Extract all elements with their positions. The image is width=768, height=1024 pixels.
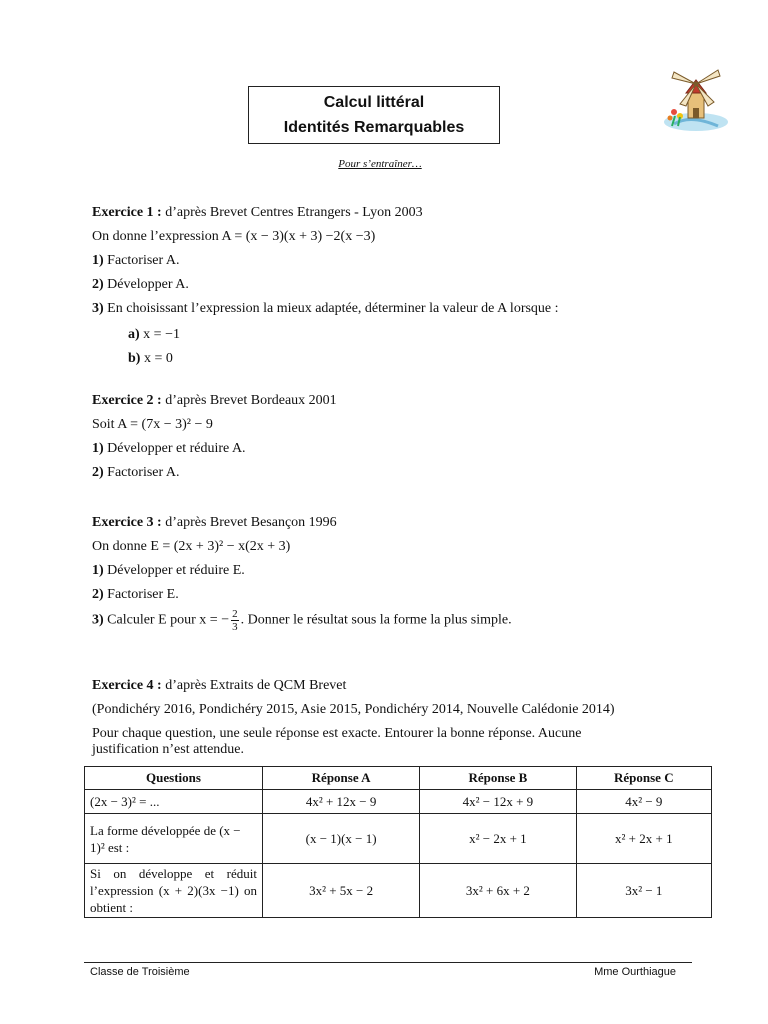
header-answer-a: Réponse A — [263, 767, 420, 790]
ex4-instructions-1: Pour chaque question, une seule réponse est exacte. Entourer la bonne réponse. Aucune — [92, 726, 582, 741]
answer-cell[interactable]: 4x² − 12x + 9 — [420, 790, 576, 814]
question-cell: Si on développe et réduit l’expression (x + 2)(3x −1) on obtient : — [85, 864, 263, 918]
answer-cell[interactable]: 3x² + 5x − 2 — [263, 864, 420, 918]
ex2-heading — [92, 393, 337, 409]
table-row — [85, 864, 712, 918]
table-header-row — [85, 767, 712, 790]
answer-cell[interactable]: 4x² + 12x − 9 — [263, 790, 420, 814]
ex4-label: Exercice 4 : — [92, 678, 162, 693]
footer-divider — [84, 962, 692, 963]
table-row — [85, 790, 712, 814]
ex4-source: d’après Extraits de QCM Brevet — [161, 678, 347, 693]
ex3-intro: On donne E = (2x + 3)² − x(2x + 3) — [92, 539, 291, 554]
header-questions: Questions — [85, 767, 263, 790]
ex1-label: Exercice 1 : — [92, 205, 162, 220]
ex1-source: d’après Brevet Centres Etrangers - Lyon 2003 — [161, 205, 423, 220]
subtitle: Pour s’entraîner… — [338, 158, 422, 170]
ex3-label: Exercice 3 : — [92, 515, 162, 530]
ex3-q3: 3) Calculer E pour x = − $\frac{2}{3}$ . Donner le résultat sous la forme la plus simple. — [92, 608, 512, 633]
ex3-q2: 2) Factoriser E. — [92, 587, 179, 602]
header-answer-b: Réponse B — [420, 767, 576, 790]
title-line-1: Calcul littéral — [323, 94, 425, 111]
title-box — [248, 86, 500, 144]
ex1-heading — [92, 205, 423, 221]
answer-cell[interactable]: 3x² − 1 — [576, 864, 711, 918]
ex2-q2: 2) Factoriser A. — [92, 465, 180, 480]
qcm-table — [84, 766, 712, 918]
answer-cell[interactable]: x² + 2x + 1 — [576, 814, 711, 864]
ex4-sources-list: (Pondichéry 2016, Pondichéry 2015, Asie 2015, Pondichéry 2014, Nouvelle Calédonie 2014) — [92, 702, 615, 717]
answer-cell[interactable]: 4x² − 9 — [576, 790, 711, 814]
ex1-q2: 2) Développer A. — [92, 277, 189, 292]
ex1-qb: b) x = 0 — [128, 351, 173, 366]
footer-left: Classe de Troisième — [90, 966, 190, 978]
title-line-2: Identités Remarquables — [283, 119, 465, 136]
question-cell: La forme développée de (x − 1)² est : — [85, 814, 263, 864]
answer-cell[interactable]: (x − 1)(x − 1) — [263, 814, 420, 864]
table-row — [85, 814, 712, 864]
answer-cell[interactable]: 3x² + 6x + 2 — [420, 864, 576, 918]
ex3-heading — [92, 515, 337, 531]
windmill-clipart-icon — [660, 66, 730, 134]
ex3-q1: 1) Développer et réduire E. — [92, 563, 245, 578]
ex1-q3: 3) En choisissant l’expression la mieux adaptée, déterminer la valeur de A lorsque : — [92, 301, 559, 316]
fraction: $\frac{2}{3}$ — [232, 608, 238, 633]
ex2-label: Exercice 2 : — [92, 393, 162, 408]
ex1-intro: On donne l’expression A = (x − 3)(x + 3) −2(x −3) — [92, 229, 376, 244]
ex2-source: d’après Brevet Bordeaux 2001 — [161, 393, 337, 408]
ex2-q1: 1) Développer et réduire A. — [92, 441, 246, 456]
ex4-heading — [92, 678, 346, 694]
footer-right: Mme Ourthiague — [594, 966, 676, 978]
header-answer-c: Réponse C — [576, 767, 711, 790]
question-cell: (2x − 3)² = ... — [85, 790, 263, 814]
ex4-instructions-2: justification n’est attendue. — [92, 742, 245, 757]
ex2-intro: Soit A = (7x − 3)² − 9 — [92, 417, 213, 432]
ex1-q1: 1) Factoriser A. — [92, 253, 180, 268]
ex3-source: d’après Brevet Besançon 1996 — [161, 515, 337, 530]
ex1-qa: a) x = −1 — [128, 327, 180, 342]
answer-cell[interactable]: x² − 2x + 1 — [420, 814, 576, 864]
